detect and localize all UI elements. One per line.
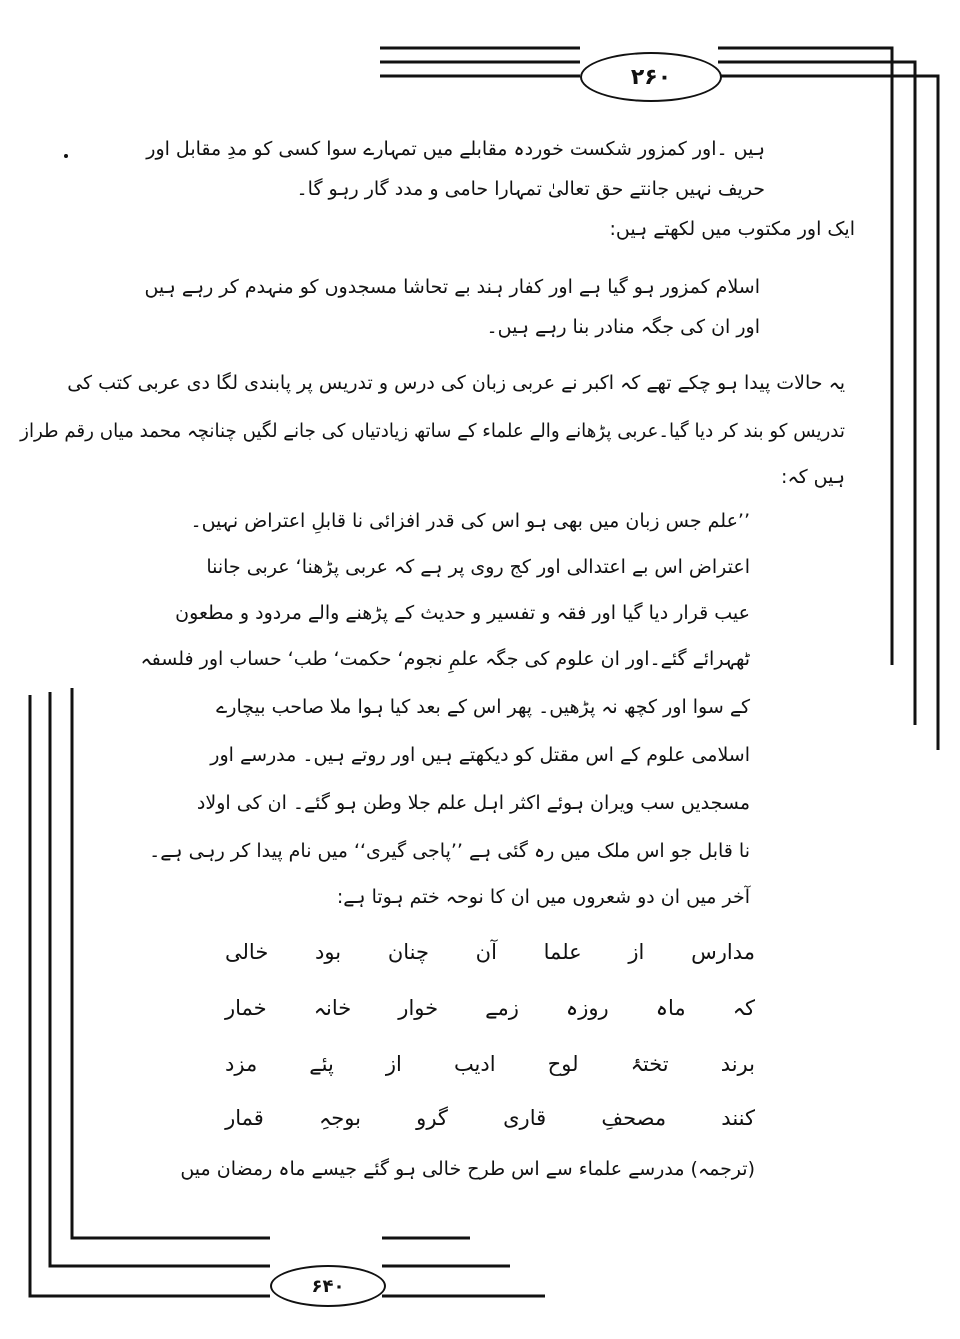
quote-line: اسلام کمزور ہو گیا ہے اور کفار ہند بے تحاشا مسجدوں کو منہدم کر رہے ہیں <box>144 276 760 298</box>
poem-word: برند <box>720 1052 755 1076</box>
bottom-page-number: ۶۴۰ <box>270 1265 386 1307</box>
text-line: ایک اور مکتوب میں لکھتے ہیں: <box>609 218 855 240</box>
text-line: تدریس کو بند کر دیا گیا۔عربی پڑھانے والے علماء کے ساتھ زیادتیاں کی جانے لگیں چنانچہ محمد میاں رقم طراز <box>20 420 845 442</box>
poem-word: ادیب <box>453 1052 496 1076</box>
poem-word: آن <box>475 940 497 964</box>
poem-word: علما <box>543 940 582 964</box>
poem-word: بود <box>315 940 342 964</box>
poem-word: پئے <box>309 1052 334 1076</box>
poem-verse-1 <box>225 940 755 964</box>
poem-word: چنان <box>387 940 429 964</box>
poem-word: لوح <box>547 1052 579 1076</box>
quote-line: عیب قرار دیا گیا اور فقہ و تفسیر و حدیث کے پڑھنے والے مردود و مطعون <box>175 602 750 624</box>
text-line: ہیں کہ: <box>781 466 845 488</box>
poem-verse-4 <box>225 1106 755 1130</box>
poem-word: خالی <box>225 940 269 964</box>
poem-verse-3 <box>225 1052 755 1076</box>
quote-line: اعتراض اس بے اعتدالی اور کج روی پر ہے کہ عربی پڑھنا‘ عربی جاننا <box>206 556 750 578</box>
poem-word: از <box>628 940 645 964</box>
poem-verse-2 <box>225 996 755 1020</box>
poem-word: ماہ <box>655 996 686 1020</box>
poem-word: کہ <box>732 996 755 1020</box>
speck-mark <box>64 154 68 158</box>
quote-line: اسلامی علوم کے اس مقتل کو دیکھتے ہیں اور روتے ہیں۔ مدرسے اور <box>210 744 750 766</box>
poem-word: قمار <box>225 1106 264 1130</box>
quote-line: مسجدیں سب ویران ہوئے اکثر اہل علم جلا وطن ہو گئے۔ ان کی اولاد <box>196 792 750 814</box>
quote-line: نا قابل جو اس ملک میں رہ گئی ہے ’’پاجی گیری‘‘ میں نام پیدا کر رہی ہے۔ <box>149 840 750 862</box>
poem-word: روزہ <box>565 996 609 1020</box>
poem-word: خانہ <box>313 996 352 1020</box>
top-page-number: ۲۶۰ <box>580 52 722 102</box>
poem-word: زمے <box>485 996 519 1020</box>
quote-line: کے سوا اور کچھ نہ پڑھیں۔ پھر اس کے بعد کیا ہوا ملا صاحب بیچارے <box>216 696 750 718</box>
quote-line: ’’علم جس زبان میں بھی ہو اس کی قدر افزائی نا قابلِ اعتراض نہیں۔ <box>190 510 750 532</box>
poem-word: خمار <box>225 996 267 1020</box>
quote-line: آخر میں ان دو شعروں میں ان کا نوحہ ختم ہوتا ہے: <box>336 886 750 908</box>
poem-word: خوار <box>398 996 439 1020</box>
text-line: ہیں ۔اور کمزور شکست خوردہ مقابلے میں تمہارے سوا کسی کو مدِ مقابل اور <box>146 138 765 160</box>
poem-word: تختۂ <box>630 1052 669 1076</box>
poem-word: بوجہِ <box>318 1106 361 1130</box>
poem-word: مدارس <box>691 940 755 964</box>
poem-word: مزد <box>225 1052 258 1076</box>
text-line: حریف نہیں جانتے حق تعالیٰ تمہارا حامی و مدد گار رہو گا۔ <box>296 178 765 200</box>
poem-word: قاری <box>503 1106 547 1130</box>
quote-line: اور ان کی جگہ منادر بنا رہے ہیں۔ <box>486 316 760 338</box>
poem-word: کنند <box>721 1106 755 1130</box>
poem-word: از <box>385 1052 402 1076</box>
translation-line: (ترجمہ) مدرسے علماء سے اس طرح خالی ہو گئے جیسے ماہ رمضان میں <box>180 1158 755 1180</box>
poem-word: گرو <box>416 1106 448 1130</box>
text-line: یہ حالات پیدا ہو چکے تھے کہ اکبر نے عربی زبان کی درس و تدریس پر پابندی لگا دی عربی کتب کی <box>67 372 845 394</box>
poem-word: مصحفِ <box>601 1106 667 1130</box>
quote-line: ٹھہرائے گئے۔اور ان علوم کی جگہ علمِ نجوم‘ حکمت‘ طب‘ حساب اور فلسفہ <box>140 648 750 670</box>
